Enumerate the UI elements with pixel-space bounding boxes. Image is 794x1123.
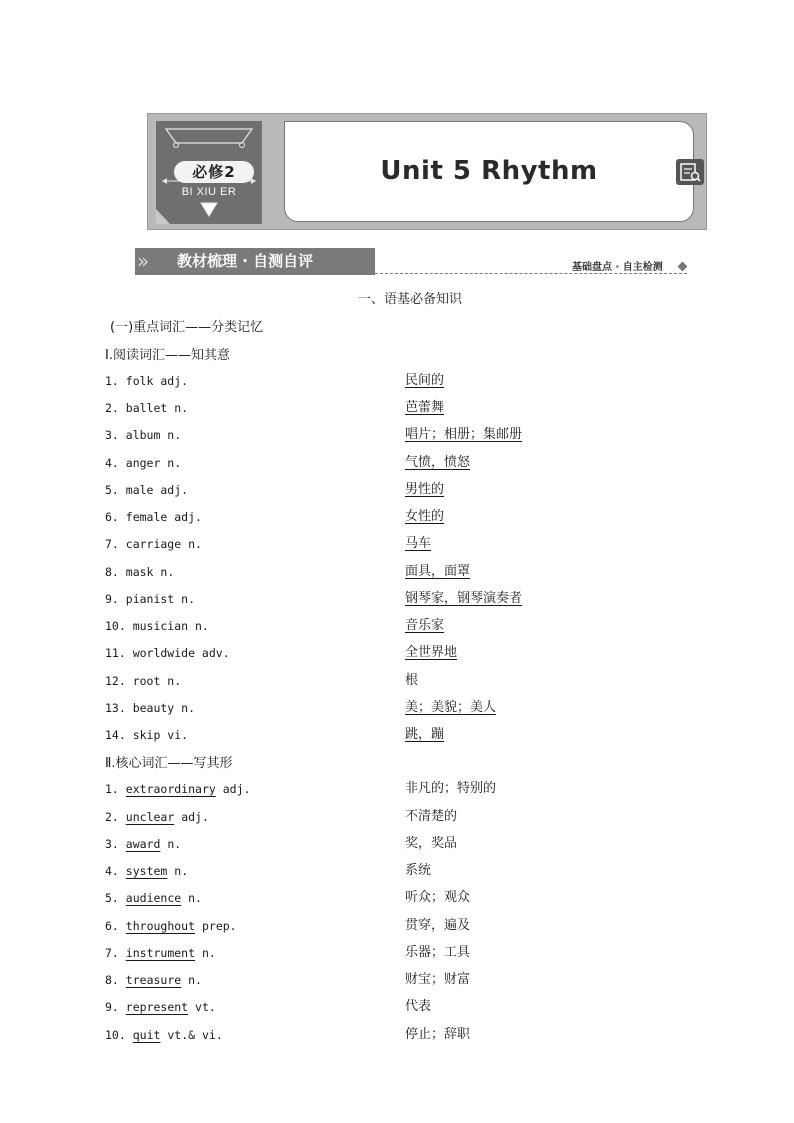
list-item [0,970,794,992]
heading-reading-words: Ⅰ.阅读词汇——知其意 [105,348,230,363]
word-zh: 芭蕾舞 [405,400,445,415]
diamond-icon [678,262,688,272]
list-item [0,779,794,801]
word-zh: 气愤，愤怒 [405,455,471,470]
word-en: 1. extraordinary adj. [105,782,251,796]
heading-main: 一、语基必备知识 [357,292,462,307]
list-item [0,562,794,584]
list-item [0,807,794,829]
word-en: 8. mask n. [105,565,175,579]
word-zh: 钢琴家，钢琴演奏者 [405,591,523,606]
word-zh: 财宝；财富 [405,972,471,987]
word-zh: 音乐家 [405,618,445,633]
list-item [0,398,794,420]
answer-word: represent [125,1000,189,1014]
word-zh: 全世界地 [405,645,458,660]
list-item [0,425,794,447]
word-en: 11. worldwide adv. [105,646,230,660]
word-en: 6. throughout prep. [105,919,237,933]
word-en: 1. folk adj. [105,374,189,388]
word-zh: 美；美貌；美人 [405,700,497,715]
word-zh: 系统 [405,863,432,878]
word-en: 2. ballet n. [105,401,189,415]
word-en: 7. carriage n. [105,537,202,551]
list-item [0,534,794,556]
list-item [0,671,794,693]
heading-sub: (一)重点词汇——分类记忆 [110,320,264,335]
list-item [0,507,794,529]
word-en: 7. instrument n. [105,946,216,960]
badge-title: 必修2 [174,161,254,183]
word-en: 13. beauty n. [105,701,196,715]
word-en: 3. album n. [105,428,182,442]
word-zh: 男性的 [405,482,445,497]
word-en: 8. treasure n. [105,973,202,987]
word-zh: 停止；辞职 [405,1027,471,1042]
answer-word: treasure [125,973,182,987]
word-zh: 跳，蹦 [405,727,445,742]
list-item [0,725,794,747]
unit-banner [147,113,707,230]
list-item [0,1025,794,1047]
section-divider [375,273,687,274]
word-en: 4. system n. [105,864,189,878]
word-en: 4. anger n. [105,456,182,470]
section-bar [135,248,375,275]
word-zh: 女性的 [405,509,445,524]
heading-core-words: Ⅱ.核心词汇——写其形 [105,756,233,771]
list-item [0,916,794,938]
word-zh: 听众；观众 [405,890,471,905]
word-en: 5. male adj. [105,483,189,497]
title-box [284,121,694,222]
answer-word: audience [125,891,182,905]
word-en: 10. quit vt.& vi. [105,1028,223,1042]
list-item [0,888,794,910]
list-item [0,589,794,611]
word-zh: 根 [405,673,419,688]
list-item [0,453,794,475]
word-zh: 非凡的；特别的 [405,781,497,796]
list-item [0,698,794,720]
word-zh: 唱片；相册；集邮册 [405,427,523,442]
word-zh: 面具，面罩 [405,564,471,579]
word-en: 5. audience n. [105,891,202,905]
book-search-icon[interactable] [676,159,704,185]
badge-subtitle: BI XIU ER [181,186,237,198]
word-en: 3. award n. [105,837,182,851]
answer-word: extraordinary [125,782,216,796]
answer-word: instrument [125,946,196,960]
word-zh: 民间的 [405,373,445,388]
word-zh: 不清楚的 [405,809,458,824]
word-zh: 乐器；工具 [405,945,471,960]
answer-word: quit [132,1028,161,1042]
unit-title: Unit 5 Rhythm [380,156,598,186]
word-zh: 奖，奖品 [405,836,458,851]
chevron-right-icon: » [137,249,150,273]
word-en: 9. pianist n. [105,592,196,606]
answer-word: award [125,837,161,851]
section-title: 教材梳理 · 自测自评 [177,252,314,270]
list-item [0,861,794,883]
answer-word: system [125,864,168,878]
list-item [0,943,794,965]
book-badge [156,121,262,224]
list-item [0,616,794,638]
word-en: 12. root n. [105,674,182,688]
list-item [0,643,794,665]
word-en: 6. female adj. [105,510,202,524]
list-item [0,997,794,1019]
list-item [0,371,794,393]
word-zh: 马车 [405,536,432,551]
word-en: 14. skip vi. [105,728,189,742]
section-right-label: 基础盘点 · 自主检测 [572,262,663,273]
answer-word: unclear [125,810,175,824]
answer-word: throughout [125,919,196,933]
word-en: 9. represent vt. [105,1000,216,1014]
word-zh: 贯穿，遍及 [405,918,471,933]
list-item [0,834,794,856]
list-item [0,480,794,502]
word-en: 10. musician n. [105,619,209,633]
word-en: 2. unclear adj. [105,810,209,824]
word-zh: 代表 [405,999,432,1014]
